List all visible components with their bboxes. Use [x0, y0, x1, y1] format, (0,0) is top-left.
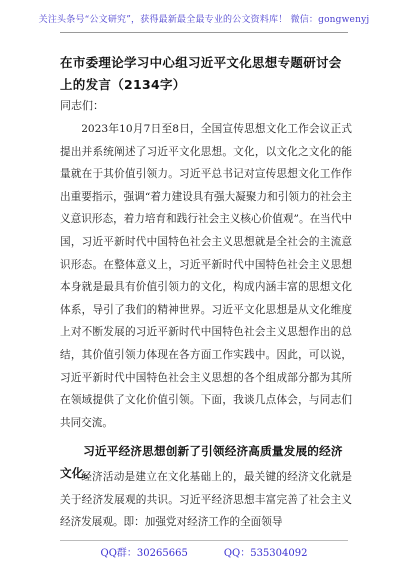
paragraph-1: 2023年10月7日至8日，全国宣传思想文化工作会议正式提出并系统阐述了习近平文化思想。文化，以文化之文化的能量就在于其价值引领力。习近平总书记对宣传思想文化工作作出重要指示，强调“着力建设具有强大凝聚力和引领力的社会主义意识形态，着力培育和践行社会主义核心价值观”。在当代中国，习近平新时代中国特色社会主义思想就是全社会的主流意识形态。在整体意义上，习近平新时代中国特色社会主义思想本身就是最具有价值引领力的文化，构成内涵丰富的思想文化体系，导引了我们的精神世界。习近平文化思想是从文化维度上对不断发展的习近平新时代中国特色社会主义思想作出的总结，其价值引领力体现在各方面工作实践中。因此，可以说，习近平新时代中国特色社会主义思想的各个组成部分都为其所在领域提供了文化价值引领。下面，我谈几点体会，与同志们共同交流。	[60, 123, 352, 429]
footer-qq-group: QQ群：30265665	[100, 548, 188, 559]
section-heading-1: 习近平经济思想创新了引领经济高质量发展的经济文化。	[60, 444, 343, 480]
footer	[60, 540, 348, 559]
document-title: 在市委理论学习中心组习近平文化思想专题研讨会上的发言（2134字）	[60, 55, 342, 92]
header-banner: 关注头条号“公文研究”，获得最新最全最专业的公文资料库！ 微信：gongwenyj	[38, 15, 370, 25]
greeting: 同志们：	[60, 99, 104, 112]
footer-qq: QQ：535304092	[223, 548, 308, 559]
paragraph-2: 经济活动是建立在文化基础上的，最关键的经济文化就是关于经济发展观的共识。习近平经济思想丰富完善了社会主义经济发展观。即：加强党对经济工作的全面领导	[60, 471, 352, 529]
header-divider	[60, 32, 348, 33]
